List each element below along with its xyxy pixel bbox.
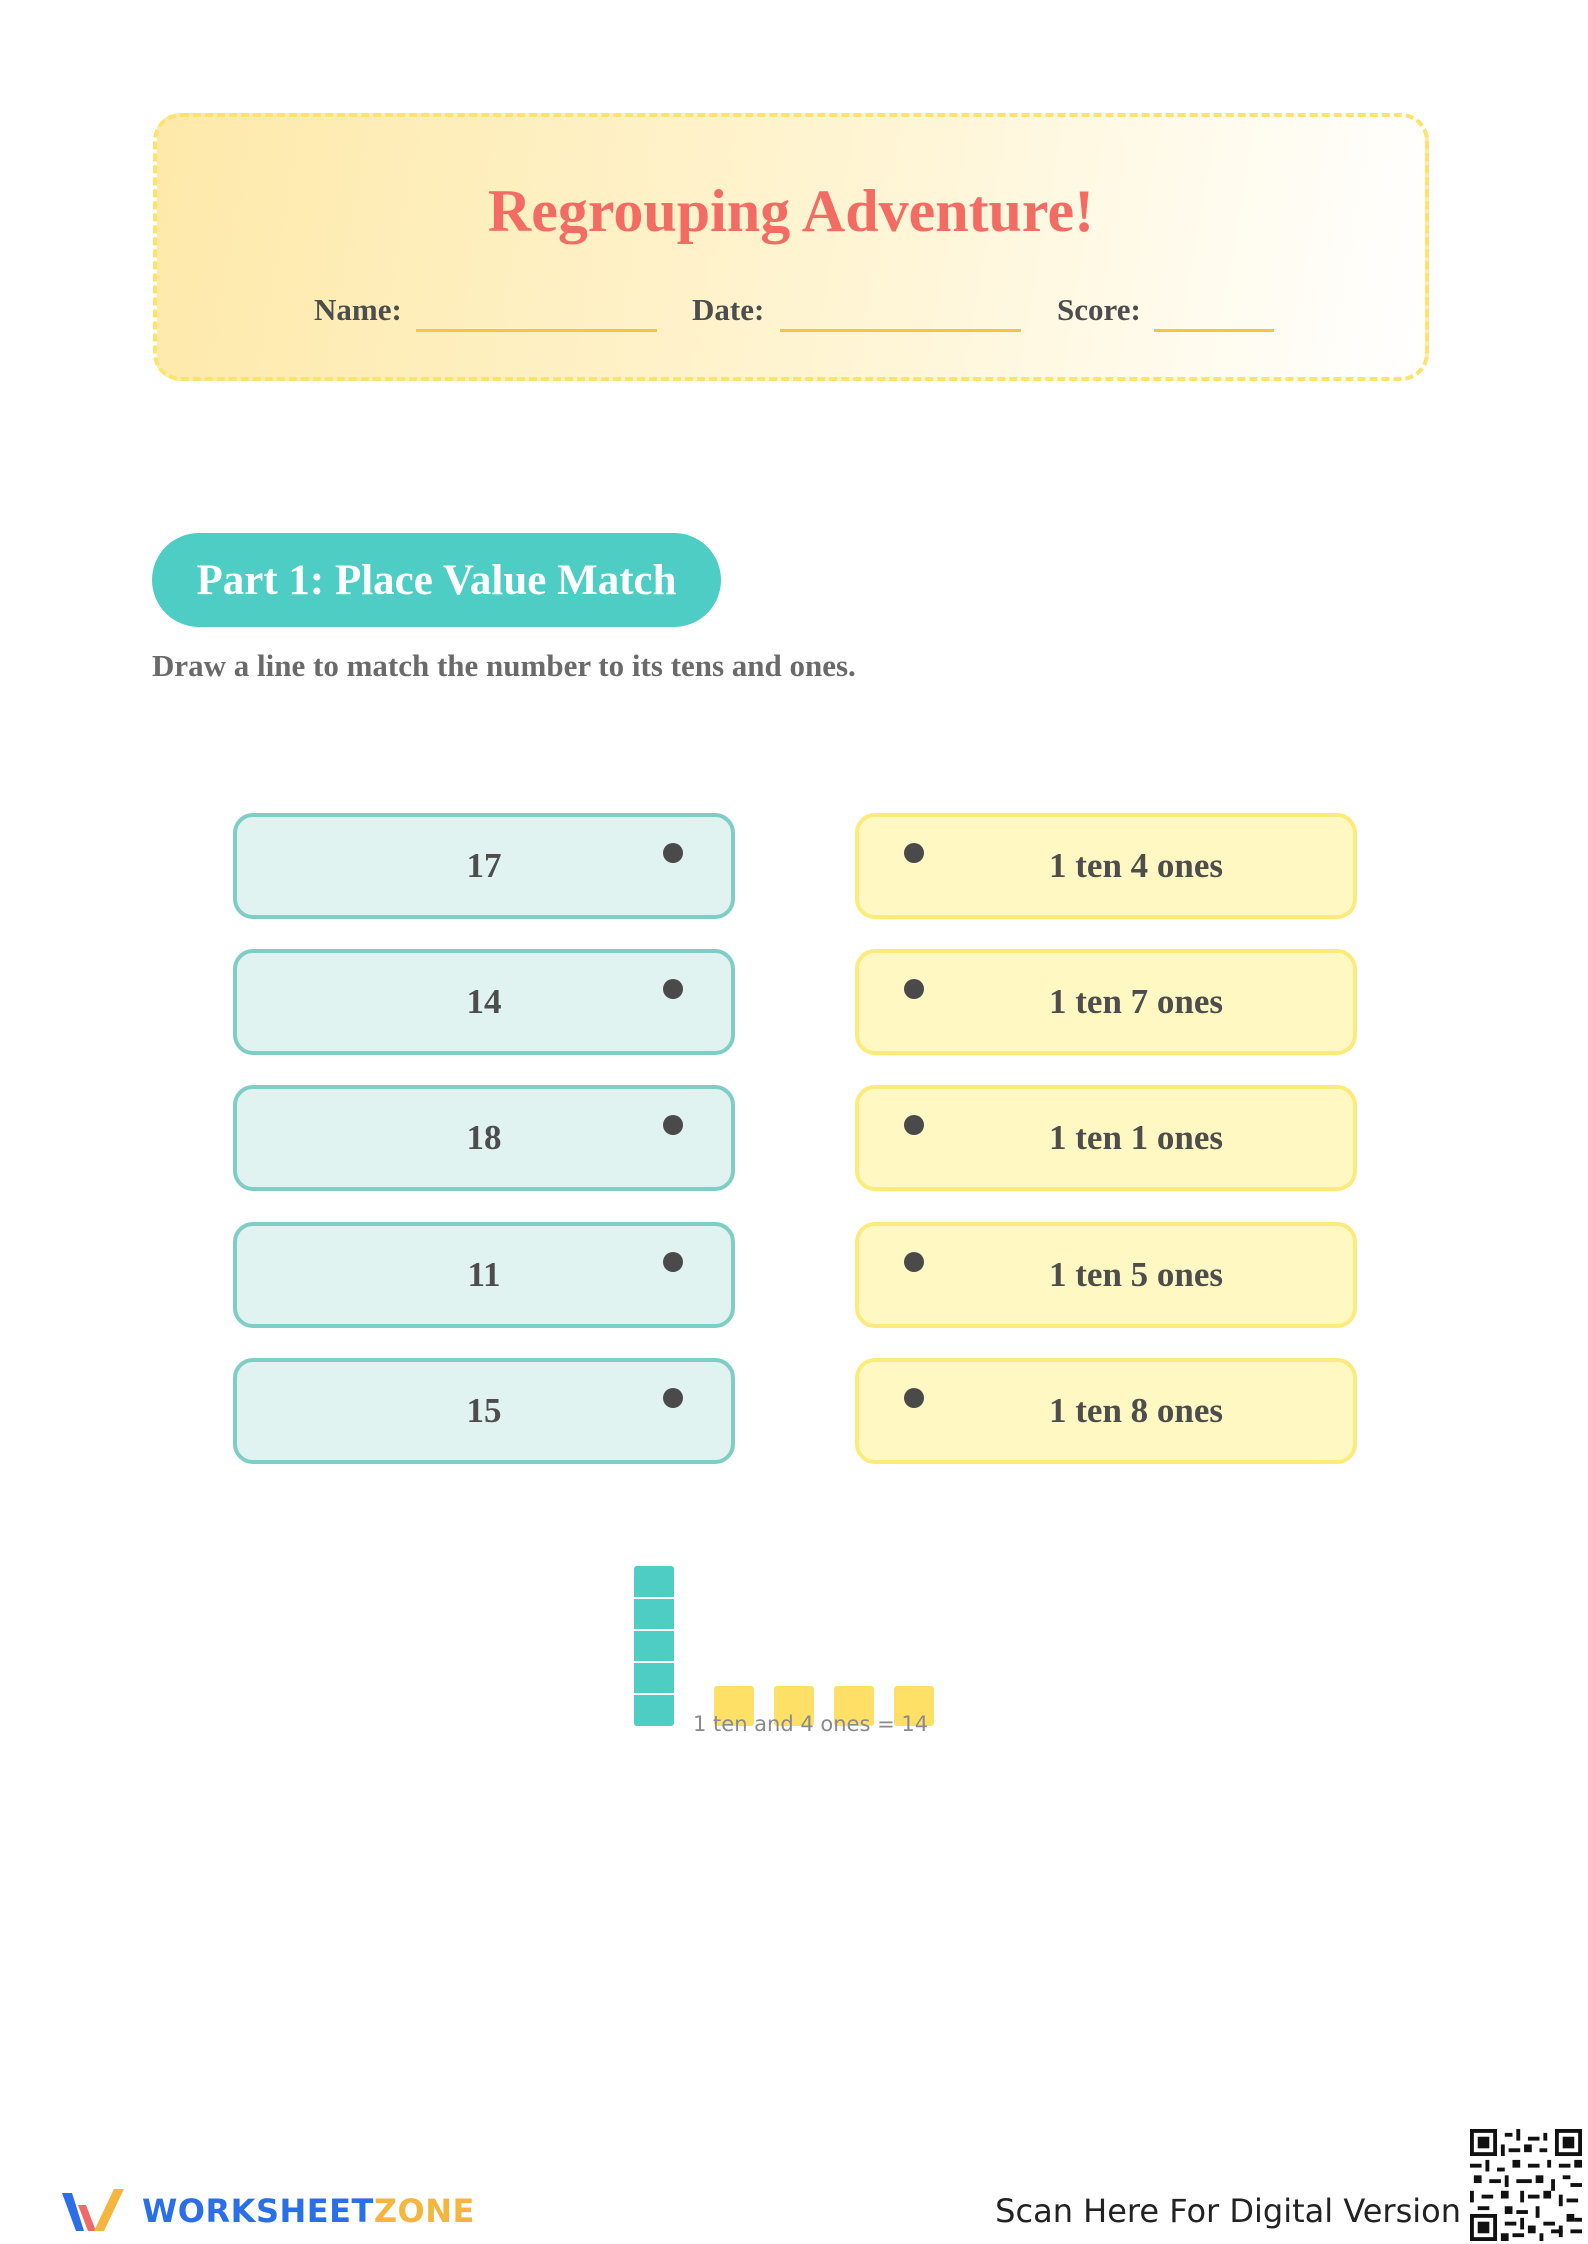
place-value-card[interactable]: [855, 1085, 1357, 1191]
worksheetzone-logo: [60, 2183, 475, 2239]
match-dot[interactable]: [904, 843, 924, 863]
brand-part2: ZONE: [373, 2192, 475, 2230]
number-card[interactable]: [233, 1358, 735, 1464]
number-card[interactable]: [233, 813, 735, 919]
date-label: Date:: [692, 292, 765, 327]
match-dot[interactable]: [904, 1115, 924, 1135]
rod-divider: [634, 1597, 674, 1599]
match-dot[interactable]: [663, 1252, 683, 1272]
number-card[interactable]: [233, 1085, 735, 1191]
brand-part1: WORKSHEET: [142, 2192, 374, 2230]
place-value-label: 1 ten 1 ones: [1049, 1118, 1224, 1157]
number-card[interactable]: [233, 949, 735, 1055]
number-value: 18: [466, 1118, 502, 1157]
part1-heading: Part 1: Place Value Match: [152, 533, 721, 627]
date-field[interactable]: [780, 329, 1021, 332]
match-dot[interactable]: [663, 1388, 683, 1408]
number-value: 17: [466, 846, 502, 885]
name-field[interactable]: [416, 329, 657, 332]
match-dot[interactable]: [663, 843, 683, 863]
rod-divider: [634, 1661, 674, 1663]
match-dot[interactable]: [904, 1252, 924, 1272]
brand-name: [142, 2192, 475, 2230]
part1-instructions: Draw a line to match the number to its tens and ones.: [152, 648, 856, 683]
qr-code[interactable]: [1470, 2129, 1582, 2241]
number-value: 15: [466, 1391, 502, 1430]
w-logo-icon: [60, 2183, 128, 2239]
name-label: Name:: [314, 292, 402, 327]
number-value: 11: [467, 1255, 501, 1294]
place-value-label: 1 ten 8 ones: [1049, 1391, 1224, 1430]
example-caption: 1 ten and 4 ones = 14: [693, 1712, 929, 1736]
worksheet-title: Regrouping Adventure!: [487, 178, 1095, 244]
place-value-card[interactable]: [855, 1222, 1357, 1328]
match-dot[interactable]: [663, 979, 683, 999]
scan-instruction: Scan Here For Digital Version: [995, 2192, 1461, 2230]
header-banner: [153, 113, 1429, 381]
score-label: Score:: [1057, 292, 1141, 327]
score-field[interactable]: [1154, 329, 1274, 332]
place-value-label: 1 ten 4 ones: [1049, 846, 1224, 885]
match-dot[interactable]: [904, 1388, 924, 1408]
match-dot[interactable]: [663, 1115, 683, 1135]
rod-divider: [634, 1629, 674, 1631]
number-value: 14: [466, 982, 502, 1021]
match-dot[interactable]: [904, 979, 924, 999]
number-card[interactable]: [233, 1222, 735, 1328]
rod-divider: [634, 1693, 674, 1695]
ten-rod-block: [634, 1566, 674, 1726]
place-value-card[interactable]: [855, 949, 1357, 1055]
place-value-label: 1 ten 7 ones: [1049, 982, 1224, 1021]
place-value-card[interactable]: [855, 1358, 1357, 1464]
place-value-card[interactable]: [855, 813, 1357, 919]
place-value-label: 1 ten 5 ones: [1049, 1255, 1224, 1294]
